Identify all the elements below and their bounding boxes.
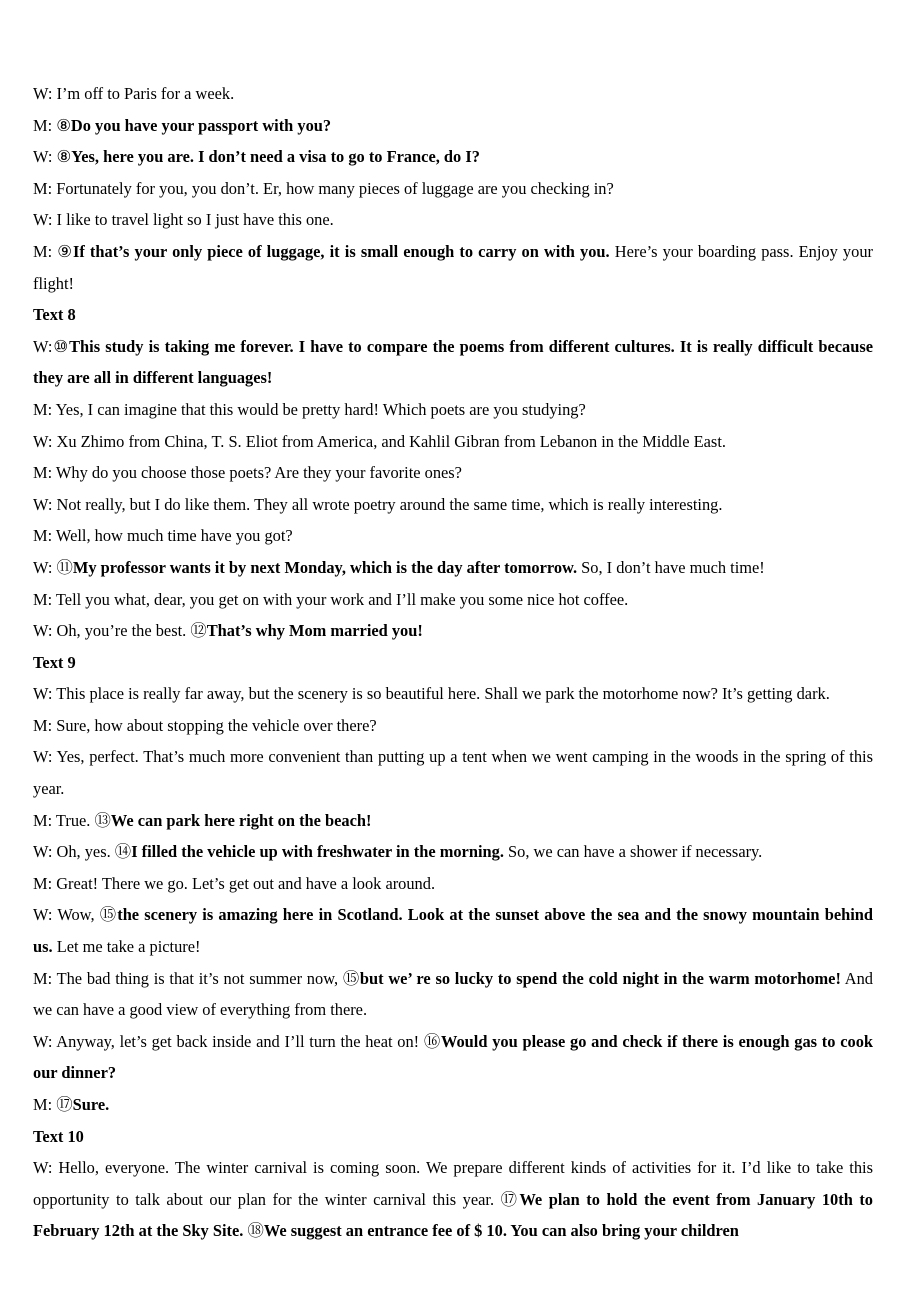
- dialogue-line: [33, 457, 873, 489]
- dialogue-text: W: Oh, yes. ⑭: [33, 842, 132, 862]
- dialogue-text: W: I’m off to Paris for a week.: [33, 84, 235, 103]
- dialogue-text: M: True. ⑬: [33, 810, 111, 830]
- dialogue-line: [33, 963, 873, 1026]
- answer-highlight: Sure.: [72, 1095, 110, 1114]
- dialogue-text: W: ⑧: [33, 147, 72, 167]
- dialogue-line: [33, 741, 873, 804]
- dialogue-text: So, I don’t have much time!: [577, 557, 765, 577]
- dialogue-text: M: ⑰: [33, 1095, 73, 1114]
- dialogue-text: W: Yes, perfect. That’s much more convenient than putting up a tent when we went camping in the woods in the spring of this year.: [33, 747, 873, 799]
- dialogue-line: [33, 868, 873, 900]
- dialogue-line: [33, 678, 873, 710]
- dialogue-line: [33, 1152, 873, 1247]
- dialogue-line: [33, 331, 873, 394]
- dialogue-line: [33, 394, 873, 426]
- answer-highlight: We plan to hold the event from January 10th to February 12th at the Sky Site.: [33, 1189, 873, 1241]
- dialogue-text: W:⑩: [33, 336, 70, 356]
- dialogue-line: [33, 426, 873, 458]
- dialogue-text: W: This place is really far away, but the scenery is so beautiful here. Shall we park the motorhome now? It’s getting dark.: [33, 684, 830, 704]
- dialogue-line: [33, 141, 873, 173]
- answer-highlight: If that’s your only piece of luggage, it is small enough to carry on with you.: [72, 241, 610, 261]
- dialogue-line: [33, 584, 873, 616]
- dialogue-line: [33, 204, 873, 236]
- dialogue-text: W: Wow, ⑮: [33, 905, 118, 925]
- dialogue-line: [33, 899, 873, 962]
- dialogue-line: [33, 1026, 873, 1089]
- answer-highlight: I filled the vehicle up with freshwater in the morning.: [131, 842, 504, 862]
- dialogue-text: M: ⑨: [33, 241, 73, 261]
- answer-highlight: the scenery is amazing here in Scotland. Look at the sunset above the sea and the snowy mountain behind us.: [33, 905, 873, 957]
- section-heading: Text 10: [33, 1126, 84, 1146]
- dialogue-text: M: Well, how much time have you got?: [33, 526, 293, 546]
- dialogue-line: [33, 836, 873, 868]
- dialogue-text: W: Xu Zhimo from China, T. S. Eliot from America, and Kahlil Gibran from Lebanon in the Middle East.: [33, 431, 726, 451]
- dialogue-text: W: Oh, you’re the best. ⑫: [33, 621, 207, 641]
- dialogue-line: [33, 173, 873, 205]
- dialogue-text: Here’s your boarding pass. Enjoy your flight!: [33, 241, 873, 293]
- dialogue-line: [33, 1089, 873, 1121]
- section-heading: Text 8: [33, 305, 76, 325]
- answer-highlight: My professor wants it by next Monday, which is the day after tomorrow.: [72, 557, 578, 577]
- dialogue-text: And we can have a good view of everything from there.: [33, 968, 873, 1020]
- dialogue-text: W: ⑪: [33, 557, 73, 577]
- dialogue-text: W: Hello, everyone. The winter carnival is coming soon. We prepare different kinds of activities for it. I’d like to take this opportunity to talk about our plan for the winter carnival this year. ⑰: [33, 1158, 873, 1209]
- dialogue-text: M: Tell you what, dear, you get on with your work and I’ll make you some nice hot coffee.: [33, 589, 629, 609]
- dialogue-text: M: ⑧: [33, 115, 71, 135]
- answer-highlight: We suggest an entrance fee of $ 10. You can also bring your children: [263, 1221, 739, 1241]
- dialogue-text: W: Anyway, let’s get back inside and I’ll turn the heat on! ⑯: [33, 1031, 441, 1051]
- answer-highlight: Do you have your passport with you?: [70, 115, 332, 135]
- answer-highlight: That’s why Mom married you!: [206, 621, 423, 641]
- dialogue-text: M: Great! There we go. Let’s get out and have a look around.: [33, 873, 436, 893]
- section-heading: Text 9: [33, 652, 76, 672]
- dialogue-text: M: Sure, how about stopping the vehicle over there?: [33, 715, 377, 735]
- dialogue-line: [33, 520, 873, 552]
- answer-highlight: We can park here right on the beach!: [110, 810, 372, 830]
- dialogue-text: W: I like to travel light so I just have this one.: [33, 210, 334, 230]
- dialogue-line: [33, 805, 873, 837]
- answer-highlight: Yes, here you are. I don’t need a visa to go to France, do I?: [71, 147, 480, 167]
- dialogue-text: M: Yes, I can imagine that this would be pretty hard! Which poets are you studying?: [33, 399, 586, 419]
- answer-highlight: This study is taking me forever. I have to compare the poems from different cultures. It is really difficult because they are all in different languages!: [33, 336, 873, 388]
- dialogue-line: [33, 78, 873, 110]
- document-page: [33, 78, 873, 1247]
- dialogue-line: [33, 489, 873, 521]
- dialogue-line: [33, 552, 873, 584]
- dialogue-text: W: Not really, but I do like them. They all wrote poetry around the same time, which is really interesting.: [33, 494, 723, 514]
- dialogue-text: M: The bad thing is that it’s not summer now, ⑮: [33, 968, 360, 988]
- dialogue-line: [33, 236, 873, 299]
- dialogue-text: So, we can have a shower if necessary.: [503, 842, 763, 862]
- answer-highlight: but we’ re so lucky to spend the cold night in the warm motorhome!: [359, 968, 841, 988]
- dialogue-text: ⑱: [243, 1221, 264, 1241]
- answer-highlight: Would you please go and check if there is enough gas to cook our dinner?: [33, 1031, 874, 1083]
- dialogue-text: M: Why do you choose those poets? Are they your favorite ones?: [33, 463, 462, 483]
- dialogue-text: M: Fortunately for you, you don’t. Er, how many pieces of luggage are you checking in?: [33, 178, 614, 198]
- dialogue-line: [33, 710, 873, 742]
- dialogue-line: [33, 615, 873, 647]
- dialogue-text: Let me take a picture!: [52, 937, 201, 957]
- dialogue-line: [33, 110, 873, 142]
